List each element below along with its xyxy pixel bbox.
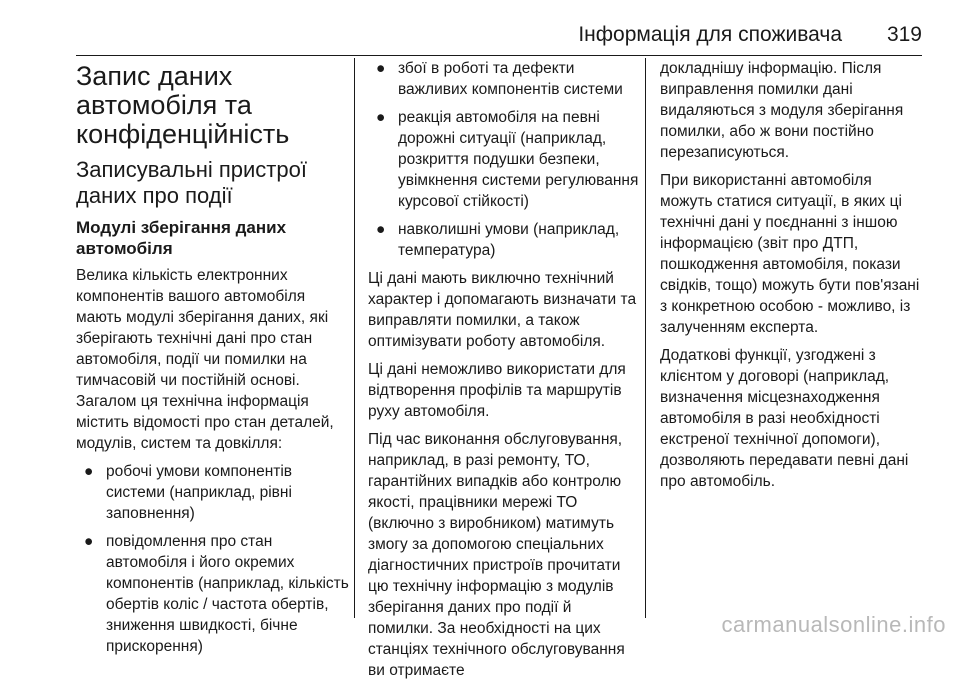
heading-line: Записувальні пристрої: [76, 157, 307, 182]
column-divider: [354, 58, 355, 618]
header-rule: [76, 55, 922, 56]
list-item-text: робочі умови компонентів системи (наприклад, рівні заповнення): [106, 463, 293, 522]
page-header: [0, 0, 960, 56]
heading-line: автомобіля: [76, 239, 173, 258]
heading-line: Запис даних: [76, 61, 233, 91]
column-divider: [645, 58, 646, 618]
column-middle: [368, 58, 640, 688]
intro-paragraph: Велика кількість електронних компонентів вашого автомобіля мають модулі зберігання даних, які зберігають технічні дані про стан автомобіля, події чи помилки на тимчасовій чи постійній основі. Загалом ця технічна інформація містить відомості про стан деталей, модулів, систем та довкілля:: [76, 267, 334, 452]
body-paragraph: докладнішу інформацію. Після виправлення помилки дані видаляються з модуля зберігання помилки, або ж вони постійно перезаписуються.: [660, 60, 904, 161]
heading-line: конфіденційність: [76, 119, 290, 149]
body-paragraph: Ці дані мають виключно технічний характер і допомагають визначати та виправляти помилки, а також оптимізувати роботу автомобіля.: [368, 270, 637, 350]
heading-line: автомобіля та: [76, 90, 252, 120]
subsection-heading: [76, 157, 352, 209]
column-right: [660, 58, 928, 499]
list-item: [76, 461, 352, 524]
bullet-list: [76, 461, 352, 657]
body-paragraph: Додаткові функції, узгоджені з клієнтом у договорі (наприклад, визначення місцезнаходження автомобіля в разі необхідності екстреної технічної допомоги), дозволяють передавати певні дані про автомобіль.: [660, 347, 909, 490]
heading-line: Модулі зберігання даних: [76, 218, 287, 237]
sub-subsection-heading: [76, 217, 352, 259]
bullet-icon: ●: [84, 533, 94, 550]
bullet-icon: ●: [376, 221, 386, 238]
list-item: [368, 107, 640, 212]
list-item: [368, 219, 640, 261]
body-paragraph: Ці дані неможливо використати для відтворення профілів та маршрутів руху автомобіля.: [368, 361, 626, 420]
bullet-list: [368, 58, 640, 261]
list-item: [76, 531, 352, 657]
list-item-text: збої в роботі та дефекти важливих компонентів системи: [398, 60, 623, 98]
list-item-text: навколишні умови (наприклад, температура): [398, 221, 620, 259]
section-heading: [76, 62, 352, 149]
bullet-icon: ●: [84, 463, 94, 480]
heading-line: даних про події: [76, 183, 233, 208]
list-item-text: повідомлення про стан автомобіля і його окремих компонентів (наприклад, кількість обертів коліс / частота обертів, зниження швидкості, бічне прискорення): [106, 533, 349, 655]
body-paragraph: Під час виконання обслуговування, наприклад, в разі ремонту, ТО, гарантійних випадків або контролю якості, працівники мережі ТО (включно з виробником) матимуть змогу за допомогою спеціальних діагностичних пристроїв прочитати цю технічну інформацію з модулів зберігання даних про події й помилки. За необхідності на цих станціях технічного обслуговування ви отримаєте: [368, 431, 625, 679]
page-number: 319: [886, 23, 922, 46]
bullet-icon: ●: [376, 109, 386, 126]
list-item: [368, 58, 640, 100]
body-paragraph: При використанні автомобіля можуть статися ситуації, в яких ці технічні дані у поєднанні з іншою інформацією (звіт про ДТП, пошкодження автомобіля, покази свідків, тощо) можуть бути пов'язані з конкретною особою - можливо, із залученням експерта.: [660, 172, 920, 336]
list-item-text: реакція автомобіля на певні дорожні ситуації (наприклад, розкриття подушки безпеки, увімкнення системи регулювання курсової стійкості): [398, 109, 639, 210]
column-left: [76, 58, 352, 664]
bullet-icon: ●: [376, 60, 386, 77]
watermark: carmanualsonline.info: [721, 612, 946, 637]
header-title: Інформація для споживача: [578, 23, 842, 46]
